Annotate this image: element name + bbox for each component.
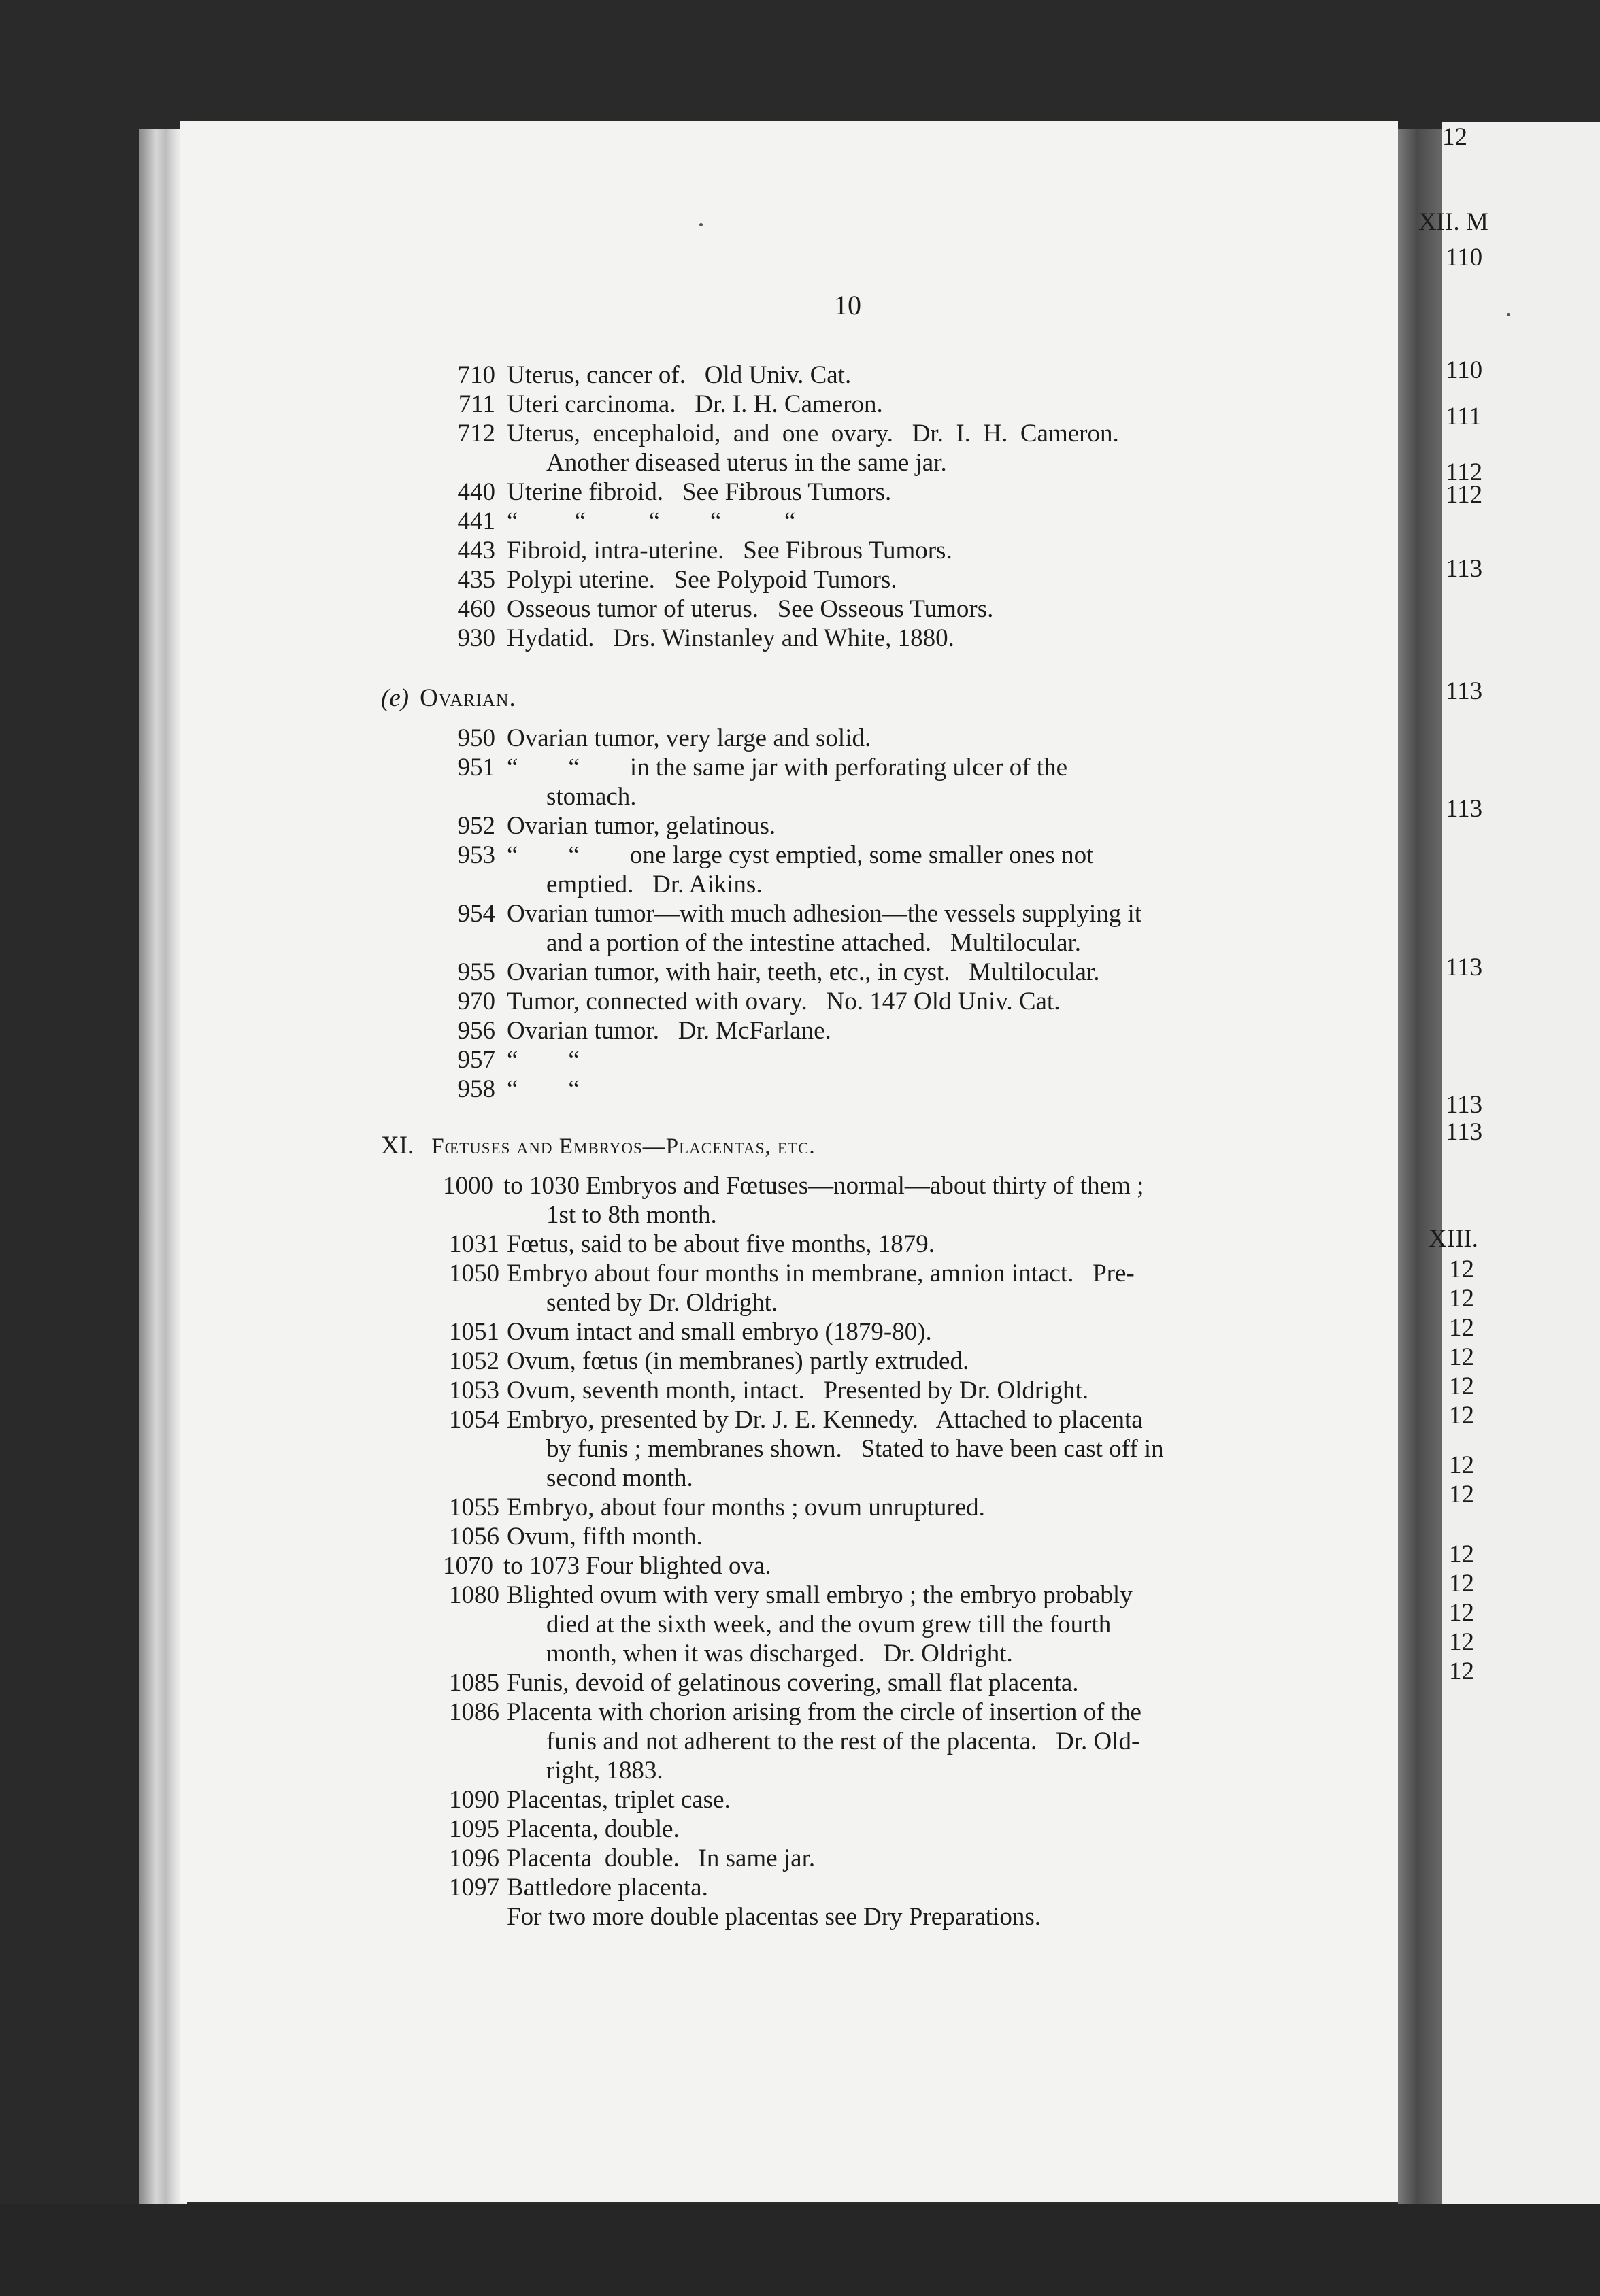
entry-text: Ovarian tumor—with much adhesion—the vessels supplying it: [507, 900, 1142, 928]
entry-text: Fibroid, intra-uterine. See Fibrous Tumors.: [507, 537, 952, 564]
next-page-entry-number: 12: [1449, 1481, 1474, 1508]
entry-text: funis and not adherent to the rest of the placenta. Dr. Old-: [546, 1727, 1140, 1755]
next-page-entry-number: 12: [1449, 1314, 1474, 1342]
entry-number: 443: [457, 537, 495, 564]
entry-text: Ovum intact and small embryo (1879-80).: [507, 1318, 932, 1346]
entry-text: second month.: [546, 1464, 693, 1492]
page-number: 10: [834, 290, 861, 320]
subsection-heading-ovarian: [381, 683, 516, 713]
entry-text: Ovarian tumor, gelatinous.: [507, 812, 776, 840]
entry-text: Ovum, fifth month.: [507, 1523, 703, 1551]
entry-number: 1056: [449, 1523, 499, 1551]
next-page-entry-number: 12: [1449, 1657, 1474, 1685]
scan-background: [0, 2204, 1600, 2296]
entry-text: emptied. Dr. Aikins.: [546, 871, 763, 898]
subsection-marker: (e): [381, 684, 410, 712]
entry-text: Ovarian tumor. Dr. McFarlane.: [507, 1017, 831, 1045]
entry-text: by funis ; membranes shown. Stated to have been cast off in: [546, 1435, 1164, 1463]
next-page-entry-number: 12: [1449, 1255, 1474, 1283]
entry-text: Funis, devoid of gelatinous covering, small flat placenta.: [507, 1669, 1079, 1697]
entry-number: 951: [457, 754, 495, 781]
scan-speck: [1507, 313, 1510, 316]
next-page-entry-number: 12: [1442, 123, 1467, 151]
entry-text: Hydatid. Drs. Winstanley and White, 1880.: [507, 624, 954, 652]
section-title: Fœtuses and Embryos—Placentas, etc.: [431, 1134, 816, 1159]
entry-text: sented by Dr. Oldright.: [546, 1289, 778, 1317]
entry-text: “ “: [507, 1046, 580, 1074]
entry-number: 1054: [449, 1406, 499, 1434]
entry-number: 1097: [449, 1874, 499, 1902]
entry-text: Placenta with chorion arising from the circle of insertion of the: [507, 1698, 1141, 1726]
entry-text: Another diseased uterus in the same jar.: [546, 449, 947, 477]
section-numeral: XI.: [381, 1132, 414, 1160]
entry-number: 1085: [449, 1669, 499, 1697]
entry-text: “ “ in the same jar with perforating ulcer of the: [507, 754, 1067, 781]
entry-text: “ “: [507, 1075, 580, 1103]
entry-text: Uterine fibroid. See Fibrous Tumors.: [507, 478, 892, 506]
entry-text: Ovarian tumor, with hair, teeth, etc., in cyst. Multilocular.: [507, 958, 1100, 986]
entry-number: 435: [457, 566, 495, 594]
next-page-fragment: [1418, 122, 1600, 2204]
entry-text: “ “ “ “ “: [507, 507, 796, 535]
entry-text: Battledore placenta.: [507, 1874, 708, 1902]
next-page-section-heading: XII. M: [1418, 208, 1488, 236]
entry-number: 1080: [449, 1581, 499, 1609]
entry-text: month, when it was discharged. Dr. Oldright.: [546, 1640, 1013, 1668]
next-page-entry-number: 113: [1446, 795, 1483, 823]
entry-number: 957: [457, 1046, 495, 1074]
entry-number: 440: [457, 478, 495, 506]
entry-text: Polypi uterine. See Polypoid Tumors.: [507, 566, 897, 594]
section-heading-xi: [381, 1131, 816, 1162]
entry-number: 950: [457, 724, 495, 752]
entry-number: 711: [458, 390, 495, 418]
entry-text: Placenta double. In same jar.: [507, 1844, 816, 1872]
entry-text: Ovum, fœtus (in membranes) partly extruded.: [507, 1347, 969, 1375]
next-page-entry-number: 112: [1446, 481, 1483, 509]
entry-text: Uterus, cancer of. Old Univ. Cat.: [507, 361, 852, 389]
next-page-entry-number: 12: [1449, 1402, 1474, 1430]
entry-text: Uteri carcinoma. Dr. I. H. Cameron.: [507, 390, 883, 418]
next-page-entry-number: 12: [1449, 1451, 1474, 1479]
entry-text: Embryo about four months in membrane, amnion intact. Pre-: [507, 1260, 1135, 1287]
entry-number: 1052: [449, 1347, 499, 1375]
next-page-entry-number: 12: [1449, 1570, 1474, 1598]
next-page-section-heading: XIII.: [1429, 1225, 1478, 1253]
entry-text: Ovum, seventh month, intact. Presented by Dr. Oldright.: [507, 1377, 1088, 1404]
scan-speck: [699, 223, 703, 226]
entry-number: 1051: [449, 1318, 499, 1346]
entry-text: to 1073 Four blighted ova.: [503, 1552, 771, 1580]
subsection-title: Ovarian.: [420, 684, 516, 712]
entry-number: 712: [457, 420, 495, 448]
entry-number: 954: [457, 900, 495, 928]
next-page-entry-number: 113: [1446, 1118, 1483, 1146]
entry-number: 930: [457, 624, 495, 652]
next-page-entry-number: 113: [1446, 555, 1483, 583]
entry-number: 952: [457, 812, 495, 840]
entry-number: 1000: [443, 1172, 493, 1200]
entry-number: 1055: [449, 1493, 499, 1521]
entry-text: Tumor, connected with ovary. No. 147 Old Univ. Cat.: [507, 987, 1061, 1015]
entry-number: 1095: [449, 1815, 499, 1843]
next-page-entry-number: 12: [1449, 1628, 1474, 1656]
next-page-entry-number: 12: [1449, 1285, 1474, 1313]
entry-text: Placentas, triplet case.: [507, 1786, 731, 1814]
next-page-entry-number: 12: [1449, 1540, 1474, 1568]
entry-text: stomach.: [546, 783, 637, 811]
entry-text: 1st to 8th month.: [546, 1201, 717, 1229]
next-page-entry-number: 110: [1446, 243, 1483, 271]
next-page-entry-number: 110: [1446, 356, 1483, 384]
entry-number: 953: [457, 841, 495, 869]
entry-text: Osseous tumor of uterus. See Osseous Tumors.: [507, 595, 994, 623]
entry-text: Blighted ovum with very small embryo ; the embryo probably: [507, 1581, 1133, 1609]
entry-text: died at the sixth week, and the ovum grew till the fourth: [546, 1610, 1112, 1638]
book-gutter: [1398, 129, 1446, 2204]
entry-text: Embryo, presented by Dr. J. E. Kennedy. Attached to placenta: [507, 1406, 1143, 1434]
entry-number: 970: [457, 987, 495, 1015]
entry-number: 1086: [449, 1698, 499, 1726]
entry-text: Ovarian tumor, very large and solid.: [507, 724, 871, 752]
entry-text: Uterus, encephaloid, and one ovary. Dr. I. H. Cameron.: [507, 420, 1119, 448]
entry-text: and a portion of the intestine attached. Multilocular.: [546, 929, 1082, 957]
next-page-entry-number: 12: [1449, 1599, 1474, 1627]
next-page-entry-number: 112: [1446, 458, 1483, 486]
entry-text: Embryo, about four months ; ovum unruptured.: [507, 1493, 985, 1521]
entry-number: 1070: [443, 1552, 493, 1580]
entry-text: Placenta, double.: [507, 1815, 680, 1843]
entry-text: right, 1883.: [546, 1757, 663, 1785]
entry-text: Fœtus, said to be about five months, 1879.: [507, 1230, 935, 1258]
next-page-entry-number: 12: [1449, 1343, 1474, 1371]
entry-number: 1031: [449, 1230, 499, 1258]
entry-text: to 1030 Embryos and Fœtuses—normal—about thirty of them ;: [503, 1172, 1144, 1200]
next-page-entry-number: 113: [1446, 677, 1483, 705]
entry-number: 460: [457, 595, 495, 623]
next-page-entry-number: 12: [1449, 1372, 1474, 1400]
entry-number: 1090: [449, 1786, 499, 1814]
entry-text: “ “ one large cyst emptied, some smaller ones not: [507, 841, 1094, 869]
next-page-entry-number: 113: [1446, 953, 1483, 981]
entry-number: 1096: [449, 1844, 499, 1872]
next-page-entry-number: 113: [1446, 1091, 1483, 1119]
entry-text: For two more double placentas see Dry Preparations.: [507, 1903, 1041, 1931]
entry-number: 958: [457, 1075, 495, 1103]
entry-number: 955: [457, 958, 495, 986]
next-page-entry-number: 111: [1446, 403, 1482, 430]
entry-number: 956: [457, 1017, 495, 1045]
entry-number: 441: [457, 507, 495, 535]
entry-number: 1050: [449, 1260, 499, 1287]
entry-number: 710: [457, 361, 495, 389]
entry-number: 1053: [449, 1377, 499, 1404]
